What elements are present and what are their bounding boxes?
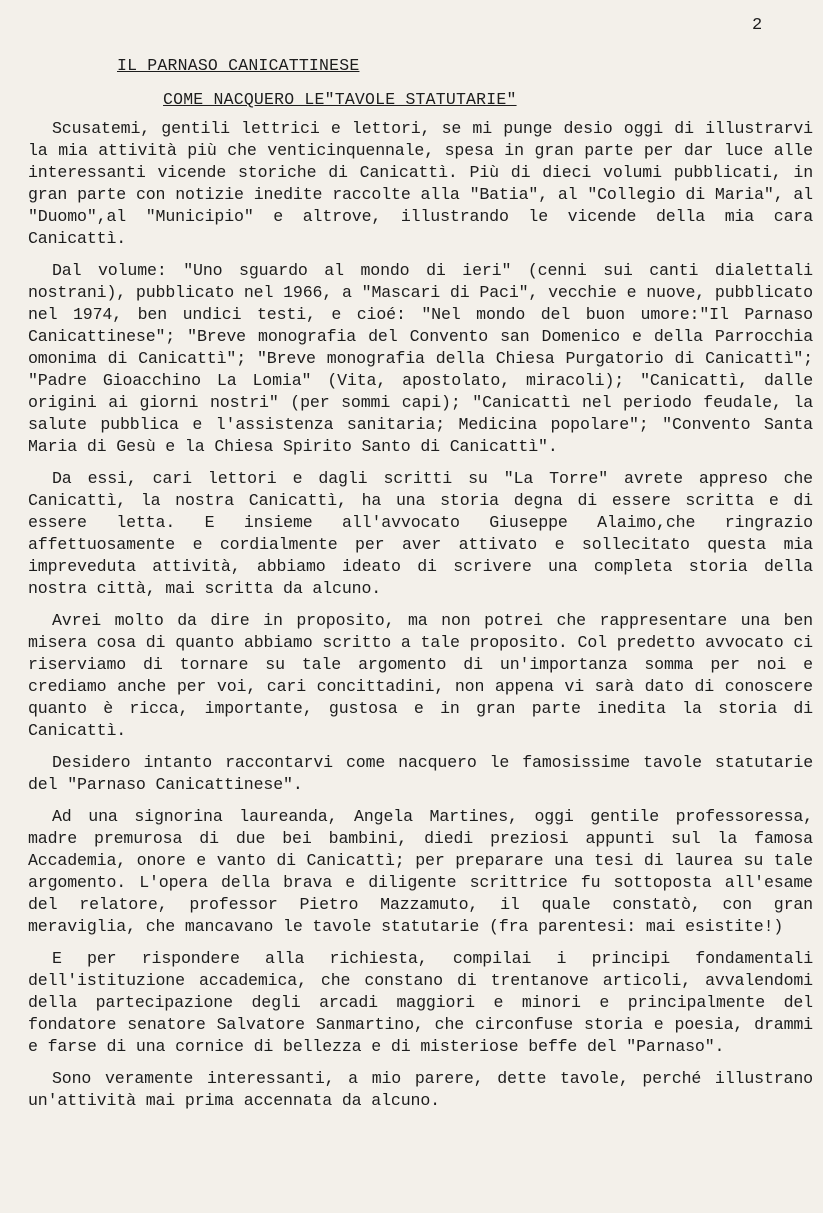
paragraph-8: Sono veramente interessanti, a mio parere, dette tavole, perché illustrano un'attività mai prima accennata da alcuno. [28, 1069, 813, 1110]
paragraph-7: E per rispondere alla richiesta, compilai i principi fondamentali dell'istituzione accademica, che constano di trentanove articoli, avvalendomi della partecipazione degli arcadi maggiori e minori e principalmente del fondatore senatore Salvatore Sanmartino, che circonfuse storia e poesia, drammi e farse di una cornice di bellezza e di misteriose beffe del "Parnaso". [28, 949, 813, 1056]
paragraph-1: Scusatemi, gentili lettrici e lettori, se mi punge desio oggi di illustrarvi la mia attività più che venticinquennale, spesa in gran parte per dar luce alle interessanti vicende storiche di Canicattì. Più di dieci volumi pubblicati, in gran parte con notizie inedite raccolte alla "Batia", al "Collegio di Maria", al "Duomo",al "Municipio" e altrove, illustrando le vicende della mia cara Canicattì. [28, 119, 813, 248]
paragraph-2: Dal volume: "Uno sguardo al mondo di ieri" (cenni sui canti dialettali nostrani), pubblicato nel 1966, a "Mascari di Paci", vecchie e nuove, pubblicato nel 1974, ben undici testi, e cioé: "Nel mondo del buon umore:"Il Parnaso Canicattinese"; "Breve monografia del Convento san Domenico e della Parrocchia omonima di Canicattì"; "Breve monografia della Chiesa Purgatorio di Canicattì"; "Padre Gioacchino La Lomia" (Vita, apostolato, miracoli); "Canicattì, dalle origini ai giorni nostri" (per sommi capi); "Canicattì nel periodo feudale, la salute pubblica e l'assistenza sanitaria; Medicina popolare"; "Convento Santa Maria di Gesù e la Chiesa Spirito Santo di Canicattì". [28, 261, 813, 456]
article-title: IL PARNASO CANICATTINESE [117, 56, 360, 75]
article-subtitle: COME NACQUERO LE"TAVOLE STATUTARIE" [163, 90, 517, 109]
page-number: 2 [752, 16, 763, 35]
article-body [28, 118, 813, 1122]
paragraph-5: Desidero intanto raccontarvi come nacquero le famosissime tavole statutarie del "Parnaso Canicattinese". [28, 753, 813, 794]
paragraph-4: Avrei molto da dire in proposito, ma non potrei che rappresentare una ben misera cosa di quanto abbiamo scritto a tale proposito. Col predetto avvocato ci riserviamo di tornare su tale argomento di un'importanza somma per noi e crediamo anche per voi, cari concittadini, non appena vi sarà dato di conoscere quanto è ricca, importante, gustosa e in gran parte inedita la storia di Canicattì. [28, 611, 813, 740]
paragraph-3: Da essi, cari lettori e dagli scritti su "La Torre" avrete appreso che Canicattì, la nostra Canicattì, ha una storia degna di essere scritta e di essere letta. E insieme all'avvocato Giuseppe Alaimo,che ringrazio affettuosamente e cordialmente per aver attivato e sollecitato questa mia impreveduta attività, abbiamo ideato di scrivere una completa storia della nostra città, mai scritta da alcuno. [28, 469, 813, 598]
paragraph-6: Ad una signorina laureanda, Angela Martines, oggi gentile professoressa, madre premurosa di due bei bambini, diedi preziosi appunti sul la famosa Accademia, onore e vanto di Canicattì; per preparare una tesi di laurea su tale argomento. L'opera della brava e diligente scrittrice fu sottoposta all'esame del relatore, professor Pietro Mazzamuto, il quale constatò, con gran meraviglia, che mancavano le tavole statutarie (fra parentesi: mai esistite!) [28, 807, 813, 936]
